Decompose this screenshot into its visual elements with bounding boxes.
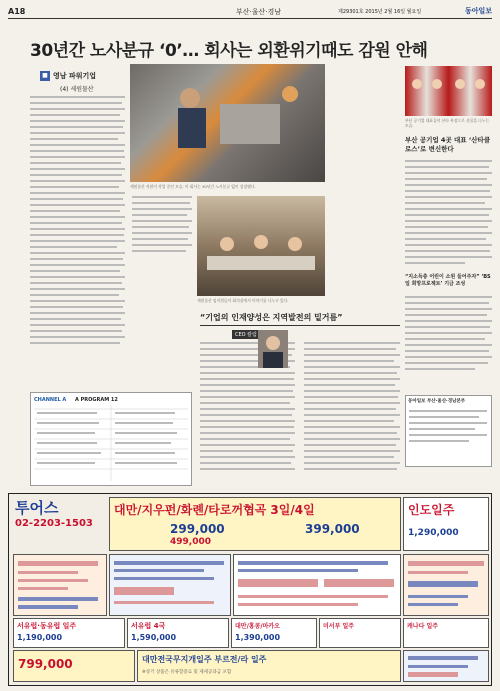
factory-photo-caption: 세원물산 직원이 작업 중인 모습. 이 회사는 30년간 노사분규 없이 성장했다. — [130, 184, 256, 189]
ad-cell-4 — [403, 554, 489, 616]
ad-cell-3 — [233, 554, 401, 616]
price-6: 1,590,000 — [131, 633, 177, 642]
ad-india — [403, 497, 489, 551]
main-headline: 30년간 노사분규 ‘0’… 회사는 외환위기때도 감원 안해 — [30, 41, 428, 61]
ad-cell-2 — [109, 554, 231, 616]
article-body-col1 — [30, 96, 125, 386]
person-icon — [258, 330, 288, 368]
west-europe-tour-title: 서유럽 4국 — [131, 622, 166, 630]
text-lines-icon — [406, 406, 491, 456]
side-body-2 — [405, 296, 492, 376]
channel-box — [30, 392, 192, 486]
contact-box — [405, 395, 492, 467]
interview-body — [200, 342, 400, 482]
page-number: A18 — [8, 7, 26, 16]
ad-us-west — [319, 618, 401, 648]
text-lines-icon — [405, 296, 492, 376]
channel-program: A PROGRAM 12 — [75, 397, 118, 403]
ceo-tag: CEO 칼럼 — [232, 330, 260, 339]
schedule-table-icon — [31, 393, 191, 485]
price-1: 299,000 — [170, 522, 225, 536]
section-title: 부산·울산·경남 — [236, 8, 282, 16]
ad-taiwan-rainbow — [137, 650, 401, 682]
tours-phone: 02-2203-1503 — [15, 518, 93, 529]
text-lines-icon — [200, 342, 400, 482]
side-body-1 — [405, 160, 492, 270]
price-8: 799,000 — [18, 657, 73, 671]
ad-footer-note: ※상기 상품은 유류할증료 및 제세공과금 포함 — [142, 670, 232, 675]
ad-main-banner — [109, 497, 401, 551]
price-4: 1,290,000 — [408, 528, 459, 538]
ad-text-icon — [234, 555, 400, 615]
ad-text-icon — [110, 555, 230, 615]
series-title: 영남 파워기업 — [53, 72, 97, 80]
ad-europe — [13, 618, 125, 648]
text-lines-icon — [30, 96, 125, 386]
ad-text-icon — [14, 555, 106, 615]
factory-worker-image-icon — [130, 64, 325, 182]
santa-photo-caption: 부산 공기업 대표들이 산타 복장으로 선물을 나누는 모습. — [405, 118, 490, 128]
ad-west-europe — [127, 618, 229, 648]
ad-text-icon — [404, 555, 488, 615]
ad-canada — [403, 618, 489, 648]
canada-tour-title: 캐나다 일주 — [407, 623, 439, 630]
india-tour-title: 인도일주 — [408, 503, 455, 517]
europe-tour-title: 서유럽·동유럽 일주 — [17, 622, 77, 630]
issue-date: 제29301호 2015년 2월 16일 월요일 — [338, 9, 422, 15]
meeting-image-icon — [197, 196, 325, 296]
text-lines-icon — [132, 196, 192, 276]
side-headline-2: “지소득층 어린이 소원 들어주자” ‘BS일 희망프로젝트’ 기금 조성 — [405, 274, 491, 287]
meeting-photo — [197, 196, 325, 296]
ad-text-icon — [404, 651, 488, 681]
factory-photo — [130, 64, 325, 182]
side-headline-1: 부산 공기업 4곳 대표 ‘산타클로스’로 변신한다 — [405, 136, 491, 153]
taiwan-hk-tour-title: 대만/홍콩/마카오 — [235, 623, 280, 630]
main-tour-title: 대만/지우펀/화롄/타로꺼협곡 3일/4일 — [114, 503, 315, 517]
santa-group-image-icon — [405, 66, 492, 116]
meeting-photo-caption: 세원물산 임직원들이 회의실에서 이야기를 나누고 있다. — [197, 298, 289, 303]
ad-taiwan-hk — [231, 618, 317, 648]
ceo-portrait — [258, 330, 288, 368]
ad-bottom-left — [13, 650, 135, 682]
series-subtitle: (4) 세원물산 — [60, 86, 94, 93]
text-lines-icon — [405, 160, 492, 270]
price-3: 499,000 — [170, 537, 211, 547]
ad-bottom-right — [403, 650, 489, 682]
price-5: 1,190,000 — [17, 633, 63, 642]
price-7: 1,390,000 — [235, 633, 281, 642]
interview-title: “기업의 인재양성은 지역발전의 밑거름” — [200, 312, 400, 326]
ad-cell-1 — [13, 554, 107, 616]
series-tag-icon: ■ — [40, 71, 50, 81]
contact-box-title: 동아일보 부산·울산·경남본부 — [408, 399, 466, 404]
santa-photo — [405, 66, 492, 116]
page-header — [8, 6, 492, 19]
article-body-col2 — [132, 196, 192, 276]
tours-logo: 투어스 — [15, 499, 59, 517]
channel-logo: CHANNEL A — [34, 397, 67, 403]
taiwan-rainbow-title: 대만전국무지개일주 부르전/라 일주 — [142, 655, 267, 664]
travel-ad-block — [8, 493, 492, 686]
paper-logo: 동아일보 — [464, 7, 492, 15]
price-2: 399,000 — [305, 522, 360, 536]
us-west-tour-title: 미서부 일주 — [323, 623, 355, 630]
